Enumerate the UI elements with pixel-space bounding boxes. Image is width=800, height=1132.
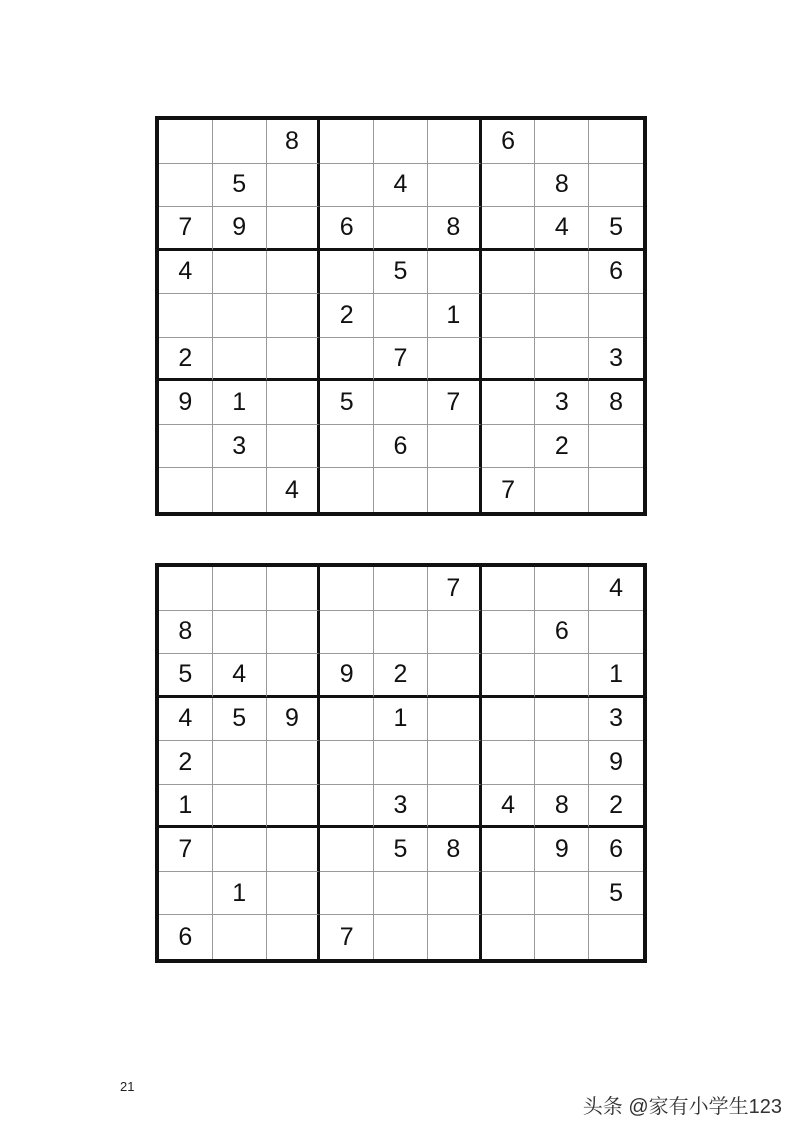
sudoku-cell[interactable]: 8 — [589, 381, 643, 425]
sudoku-cell[interactable] — [374, 872, 428, 916]
sudoku-cell[interactable]: 8 — [428, 207, 482, 251]
sudoku-cell[interactable]: 2 — [320, 294, 374, 338]
sudoku-cell[interactable]: 3 — [589, 338, 643, 382]
sudoku-cell[interactable]: 2 — [374, 654, 428, 698]
sudoku-cell[interactable] — [535, 338, 589, 382]
sudoku-cell[interactable] — [213, 741, 267, 785]
sudoku-cell[interactable] — [535, 741, 589, 785]
sudoku-cell[interactable] — [482, 567, 536, 611]
sudoku-cell[interactable] — [213, 294, 267, 338]
sudoku-cell[interactable]: 4 — [213, 654, 267, 698]
sudoku-cell[interactable] — [320, 468, 374, 512]
sudoku-cell[interactable]: 4 — [159, 251, 213, 295]
sudoku-cell[interactable] — [213, 915, 267, 959]
sudoku-cell[interactable] — [589, 120, 643, 164]
sudoku-cell[interactable] — [213, 120, 267, 164]
sudoku-cell[interactable] — [320, 872, 374, 916]
sudoku-grid-2 — [155, 563, 647, 963]
sudoku-cell[interactable] — [482, 294, 536, 338]
sudoku-cell[interactable] — [320, 828, 374, 872]
sudoku-cell[interactable]: 9 — [159, 381, 213, 425]
sudoku-cell[interactable]: 4 — [535, 207, 589, 251]
sudoku-cell[interactable]: 4 — [482, 785, 536, 829]
sudoku-cell[interactable]: 2 — [535, 425, 589, 469]
sudoku-cell[interactable] — [482, 915, 536, 959]
sudoku-cell[interactable] — [482, 164, 536, 208]
sudoku-cell[interactable]: 6 — [159, 915, 213, 959]
sudoku-cell[interactable] — [428, 338, 482, 382]
sudoku-cell[interactable] — [267, 207, 321, 251]
sudoku-cell[interactable]: 5 — [213, 698, 267, 742]
sudoku-cell[interactable] — [428, 698, 482, 742]
sudoku-cell[interactable] — [428, 164, 482, 208]
sudoku-cell[interactable] — [428, 654, 482, 698]
sudoku-cell[interactable]: 6 — [320, 207, 374, 251]
sudoku-cell[interactable] — [320, 611, 374, 655]
sudoku-cell[interactable] — [320, 120, 374, 164]
sudoku-cell[interactable]: 7 — [159, 828, 213, 872]
sudoku-cell[interactable]: 8 — [428, 828, 482, 872]
sudoku-cell[interactable]: 9 — [589, 741, 643, 785]
sudoku-cell[interactable]: 3 — [213, 425, 267, 469]
sudoku-cell[interactable] — [482, 698, 536, 742]
sudoku-cell[interactable]: 1 — [374, 698, 428, 742]
sudoku-cell[interactable]: 6 — [535, 611, 589, 655]
sudoku-cell[interactable] — [482, 654, 536, 698]
sudoku-cell[interactable] — [159, 567, 213, 611]
sudoku-cell[interactable] — [267, 654, 321, 698]
sudoku-cell[interactable] — [589, 915, 643, 959]
sudoku-cell[interactable] — [482, 338, 536, 382]
sudoku-cell[interactable] — [267, 872, 321, 916]
sudoku-cell[interactable] — [535, 915, 589, 959]
sudoku-cell[interactable] — [374, 294, 428, 338]
sudoku-cell[interactable] — [535, 567, 589, 611]
sudoku-cell[interactable] — [213, 468, 267, 512]
sudoku-cell[interactable]: 5 — [374, 251, 428, 295]
sudoku-cell[interactable] — [482, 207, 536, 251]
sudoku-cell[interactable]: 9 — [320, 654, 374, 698]
sudoku-cell[interactable] — [267, 294, 321, 338]
sudoku-cell[interactable] — [213, 611, 267, 655]
sudoku-cell[interactable] — [589, 468, 643, 512]
sudoku-cell[interactable] — [267, 611, 321, 655]
sudoku-cell[interactable] — [320, 785, 374, 829]
sudoku-cell[interactable]: 3 — [374, 785, 428, 829]
sudoku-cell[interactable] — [589, 611, 643, 655]
sudoku-cell[interactable] — [213, 828, 267, 872]
sudoku-cell[interactable] — [428, 872, 482, 916]
sudoku-cell[interactable] — [267, 741, 321, 785]
sudoku-cell[interactable]: 1 — [213, 872, 267, 916]
sudoku-cell[interactable] — [428, 468, 482, 512]
sudoku-cell[interactable] — [589, 425, 643, 469]
watermark: 头条 @家有小学生123 — [582, 1096, 782, 1118]
sudoku-cell[interactable] — [482, 741, 536, 785]
sudoku-cell[interactable]: 6 — [374, 425, 428, 469]
sudoku-cell[interactable] — [374, 120, 428, 164]
sudoku-cell[interactable] — [267, 164, 321, 208]
sudoku-cell[interactable] — [428, 741, 482, 785]
sudoku-cell[interactable] — [374, 468, 428, 512]
sudoku-cell[interactable]: 8 — [267, 120, 321, 164]
sudoku-cell[interactable]: 6 — [589, 251, 643, 295]
sudoku-cell[interactable]: 4 — [159, 698, 213, 742]
sudoku-cell[interactable] — [374, 207, 428, 251]
sudoku-cell[interactable] — [428, 785, 482, 829]
sudoku-cell[interactable] — [535, 698, 589, 742]
sudoku-cell[interactable]: 6 — [589, 828, 643, 872]
sudoku-cell[interactable]: 2 — [159, 741, 213, 785]
sudoku-cell[interactable]: 7 — [374, 338, 428, 382]
sudoku-cell[interactable]: 1 — [159, 785, 213, 829]
sudoku-cell[interactable] — [535, 654, 589, 698]
sudoku-cell[interactable] — [589, 294, 643, 338]
sudoku-cell[interactable]: 8 — [535, 785, 589, 829]
sudoku-cell[interactable] — [535, 251, 589, 295]
sudoku-cell[interactable] — [159, 425, 213, 469]
sudoku-cell[interactable]: 9 — [267, 698, 321, 742]
sudoku-cell[interactable] — [589, 164, 643, 208]
sudoku-cell[interactable] — [374, 611, 428, 655]
sudoku-cell[interactable] — [320, 741, 374, 785]
sudoku-cell[interactable] — [428, 251, 482, 295]
sudoku-cell[interactable] — [159, 120, 213, 164]
sudoku-cell[interactable]: 3 — [589, 698, 643, 742]
sudoku-cell[interactable]: 3 — [535, 381, 589, 425]
sudoku-cell[interactable] — [535, 294, 589, 338]
sudoku-cell[interactable] — [320, 164, 374, 208]
sudoku-cell[interactable]: 7 — [320, 915, 374, 959]
sudoku-cell[interactable] — [535, 120, 589, 164]
sudoku-cell[interactable] — [482, 381, 536, 425]
sudoku-cell[interactable] — [374, 915, 428, 959]
sudoku-cell[interactable]: 5 — [320, 381, 374, 425]
sudoku-cell[interactable]: 7 — [428, 567, 482, 611]
sudoku-cell[interactable]: 4 — [589, 567, 643, 611]
sudoku-cell[interactable]: 5 — [159, 654, 213, 698]
sudoku-cell[interactable] — [320, 567, 374, 611]
sudoku-cell[interactable] — [267, 567, 321, 611]
sudoku-cell[interactable] — [267, 338, 321, 382]
sudoku-cell[interactable] — [159, 468, 213, 512]
sudoku-cell[interactable] — [482, 611, 536, 655]
sudoku-cell[interactable] — [482, 425, 536, 469]
sudoku-cell[interactable]: 5 — [213, 164, 267, 208]
sudoku-cell[interactable]: 7 — [159, 207, 213, 251]
sudoku-cell[interactable]: 8 — [159, 611, 213, 655]
sudoku-cell[interactable] — [159, 872, 213, 916]
sudoku-grid-1 — [155, 116, 647, 516]
sudoku-cell[interactable]: 9 — [535, 828, 589, 872]
sudoku-cell[interactable]: 1 — [428, 294, 482, 338]
sudoku-cell[interactable]: 1 — [589, 654, 643, 698]
sudoku-cell[interactable] — [535, 872, 589, 916]
sudoku-cell[interactable] — [428, 915, 482, 959]
sudoku-cell[interactable] — [482, 828, 536, 872]
sudoku-cell[interactable] — [213, 251, 267, 295]
sudoku-cell[interactable] — [374, 567, 428, 611]
sudoku-cell[interactable] — [374, 741, 428, 785]
sudoku-cell[interactable] — [428, 120, 482, 164]
sudoku-cell[interactable]: 5 — [589, 872, 643, 916]
sudoku-cell[interactable] — [213, 338, 267, 382]
sudoku-cell[interactable] — [428, 425, 482, 469]
page-number: 21 — [120, 1079, 135, 1094]
sudoku-cell[interactable] — [535, 468, 589, 512]
sudoku-cell[interactable]: 9 — [213, 207, 267, 251]
sudoku-cell[interactable]: 2 — [589, 785, 643, 829]
sudoku-cell[interactable] — [320, 251, 374, 295]
sudoku-cell[interactable] — [267, 425, 321, 469]
sudoku-cell[interactable]: 5 — [374, 828, 428, 872]
sudoku-cell[interactable] — [213, 567, 267, 611]
sudoku-cell[interactable] — [320, 698, 374, 742]
sudoku-cell[interactable]: 7 — [428, 381, 482, 425]
sudoku-cell[interactable] — [482, 872, 536, 916]
sudoku-cell[interactable] — [267, 915, 321, 959]
sudoku-cell[interactable] — [320, 338, 374, 382]
sudoku-cell[interactable]: 4 — [374, 164, 428, 208]
sudoku-cell[interactable]: 1 — [213, 381, 267, 425]
sudoku-cell[interactable] — [267, 251, 321, 295]
sudoku-cell[interactable] — [482, 251, 536, 295]
sudoku-cell[interactable] — [267, 785, 321, 829]
sudoku-cell[interactable]: 8 — [535, 164, 589, 208]
sudoku-cell[interactable] — [267, 381, 321, 425]
sudoku-cell[interactable] — [159, 164, 213, 208]
sudoku-cell[interactable] — [428, 611, 482, 655]
sudoku-cell[interactable]: 5 — [589, 207, 643, 251]
sudoku-cell[interactable] — [213, 785, 267, 829]
sudoku-cell[interactable]: 6 — [482, 120, 536, 164]
sudoku-cell[interactable] — [320, 425, 374, 469]
sudoku-cell[interactable] — [159, 294, 213, 338]
sudoku-cell[interactable]: 2 — [159, 338, 213, 382]
sudoku-cell[interactable] — [267, 828, 321, 872]
sudoku-cell[interactable]: 4 — [267, 468, 321, 512]
sudoku-cell[interactable] — [374, 381, 428, 425]
sudoku-cell[interactable]: 7 — [482, 468, 536, 512]
